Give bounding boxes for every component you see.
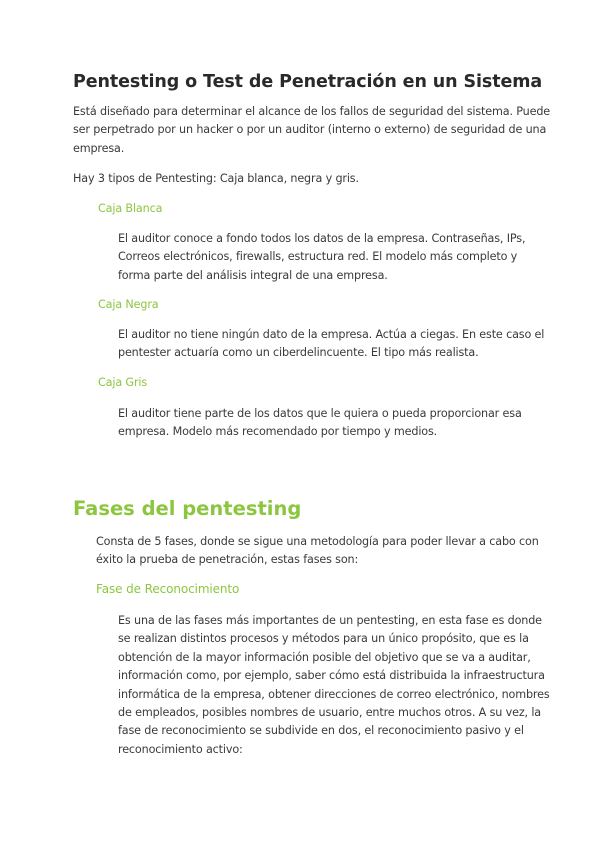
caja-gris-paragraph: El auditor tiene parte de los datos que le quiera o pueda proporcionar esa empresa. Modelo más recomendado por tiempo y medios. xyxy=(118,407,522,439)
caja-negra-paragraph: El auditor no tiene ningún dato de la empresa. Actúa a ciegas. En este caso el pentester actuaría como un ciberdelincuente. El tipo más realista. xyxy=(118,328,545,360)
subheading-caja-gris: Caja Gris xyxy=(98,376,148,389)
types-paragraph: Hay 3 tipos de Pentesting: Caja blanca, negra y gris. xyxy=(73,172,359,185)
fase-reconocimiento-paragraph: Es una de las fases más importantes de un pentesting, en esta fase es donde se realizan distintos procesos y métodos para un único propósito, que es la obtención de la mayor información posible del objetivo que se va a auditar, información como, por ejemplo, saber cómo está distribuida la infraestructura informática de la empresa, obtener direcciones de correo electrónico, nombres de empleados, posibles nombres de usuario, entre muchos otros. A su vez, la fase de reconocimiento se subdivide en dos, el reconocimiento pasivo y el reconocimiento activo: xyxy=(118,614,550,756)
subheading-caja-negra: Caja Negra xyxy=(98,298,159,311)
intro-paragraph: Está diseñado para determinar el alcance de los fallos de seguridad del sistema. Puede ser perpetrado por un hacker o por un auditor (interno o externo) de seguridad de una empresa. xyxy=(73,105,551,155)
subheading-fase-reconocimiento: Fase de Reconocimiento xyxy=(96,582,240,596)
section-title-fases: Fases del pentesting xyxy=(73,497,302,520)
caja-blanca-paragraph: El auditor conoce a fondo todos los datos de la empresa. Contraseñas, IPs, Correos electrónicos, firewalls, estructura red. El modelo más completo y forma parte del análisis integral de una empresa. xyxy=(118,232,526,282)
subheading-caja-blanca: Caja Blanca xyxy=(98,202,163,215)
section-title-pentesting: Pentesting o Test de Penetración en un Sistema xyxy=(73,72,543,92)
fases-intro-paragraph: Consta de 5 fases, donde se sigue una metodología para poder llevar a cabo con éxito la prueba de penetración, estas fases son: xyxy=(96,535,539,567)
